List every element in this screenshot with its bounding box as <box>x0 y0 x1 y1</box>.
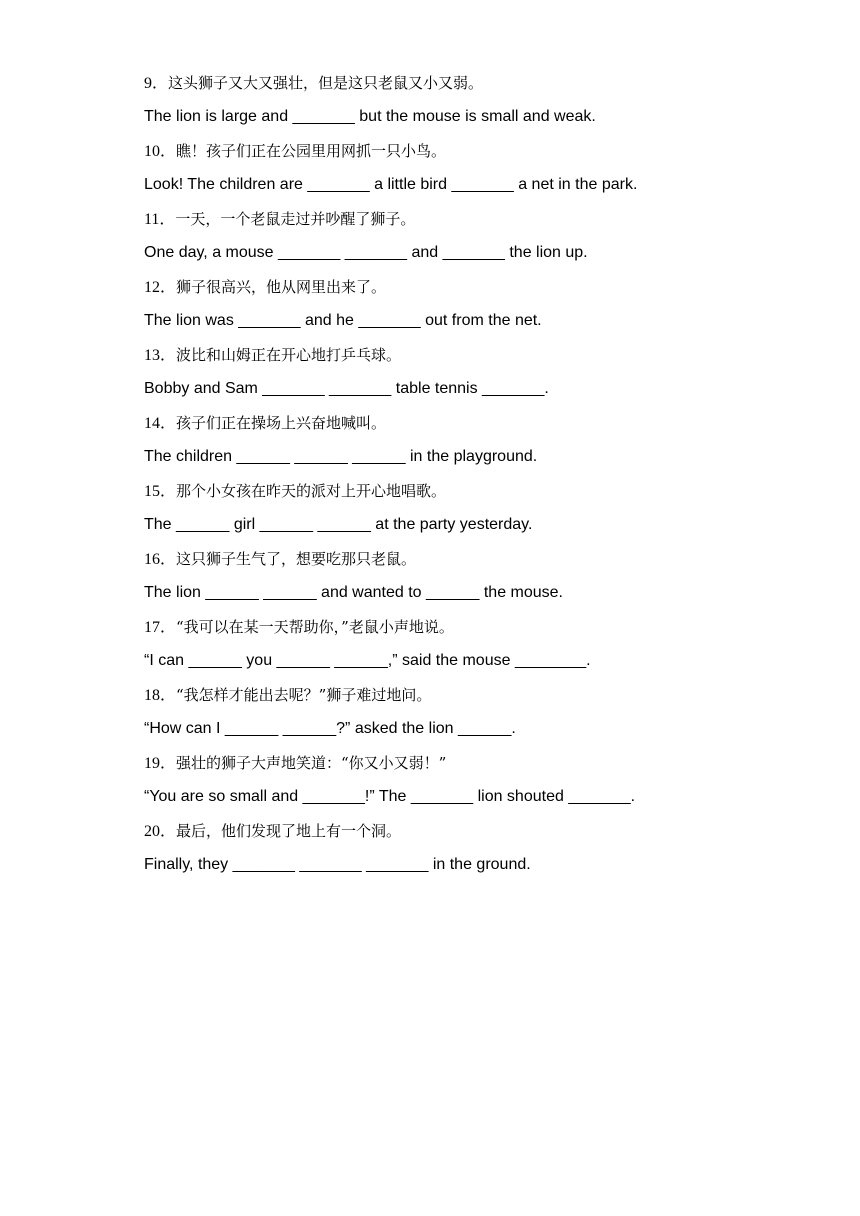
item-number: 14． <box>144 415 177 432</box>
chinese-prompt: 17．“我可以在某一天帮助你，”老鼠小声地说。 <box>144 618 454 636</box>
chinese-prompt: 20．最后，他们发现了地上有一个洞。 <box>144 822 402 840</box>
item-number: 9． <box>144 75 169 92</box>
exercise-item-16 <box>144 542 764 610</box>
english-sentence: The lion was _______ and he _______ out from the net. <box>144 312 542 329</box>
item-number: 18． <box>144 687 177 704</box>
english-sentence: Bobby and Sam _______ _______ table tennis _______. <box>144 380 549 397</box>
chinese-prompt: 15．那个小女孩在昨天的派对上开心地唱歌。 <box>144 482 447 500</box>
exercise-item-20 <box>144 814 764 882</box>
chinese-prompt: 11．一天，一个老鼠走过并吵醒了狮子。 <box>144 210 416 228</box>
english-sentence: The children ______ ______ ______ in the playground. <box>144 448 538 465</box>
exercise-item-11 <box>144 202 764 270</box>
exercise-item-18 <box>144 678 764 746</box>
item-number: 17． <box>144 619 177 636</box>
item-number: 16． <box>144 551 177 568</box>
exercise-item-9 <box>144 66 764 134</box>
exercise-item-10 <box>144 134 764 202</box>
item-number: 11． <box>144 211 176 228</box>
chinese-prompt: 18．“我怎样才能出去呢？”狮子难过地问。 <box>144 686 432 704</box>
item-number: 12． <box>144 279 177 296</box>
item-number: 20． <box>144 823 177 840</box>
exercise-item-12 <box>144 270 764 338</box>
english-sentence: “I can ______ you ______ ______,” said the mouse ________. <box>144 652 591 669</box>
english-sentence: “You are so small and _______!” The _______ lion shouted _______. <box>144 788 636 805</box>
english-sentence: One day, a mouse _______ _______ and _______ the lion up. <box>144 244 588 261</box>
exercise-item-17 <box>144 610 764 678</box>
exercise-page <box>144 66 764 882</box>
english-sentence: Finally, they _______ _______ _______ in the ground. <box>144 856 531 873</box>
chinese-prompt: 13．波比和山姆正在开心地打乒乓球。 <box>144 346 402 364</box>
item-number: 10． <box>144 143 177 160</box>
english-sentence: Look! The children are _______ a little bird _______ a net in the park. <box>144 176 638 193</box>
chinese-prompt: 9．这头狮子又大又强壮，但是这只老鼠又小又弱。 <box>144 74 484 92</box>
exercise-item-13 <box>144 338 764 406</box>
item-number: 19． <box>144 755 177 772</box>
exercise-item-14 <box>144 406 764 474</box>
chinese-prompt: 14．孩子们正在操场上兴奋地喊叫。 <box>144 414 387 432</box>
item-number: 15． <box>144 483 177 500</box>
english-sentence: “How can I ______ ______?” asked the lion ______. <box>144 720 516 737</box>
english-sentence: The lion ______ ______ and wanted to ______ the mouse. <box>144 584 563 601</box>
chinese-prompt: 16．这只狮子生气了，想要吃那只老鼠。 <box>144 550 417 568</box>
exercise-item-15 <box>144 474 764 542</box>
item-number: 13． <box>144 347 177 364</box>
chinese-prompt: 12．狮子很高兴，他从网里出来了。 <box>144 278 387 296</box>
english-sentence: The lion is large and _______ but the mouse is small and weak. <box>144 108 596 125</box>
exercise-item-19 <box>144 746 764 814</box>
chinese-prompt: 19．强壮的狮子大声地笑道：“你又小又弱！” <box>144 754 447 772</box>
chinese-prompt: 10．瞧！孩子们正在公园里用网抓一只小鸟。 <box>144 142 447 160</box>
english-sentence: The ______ girl ______ ______ at the party yesterday. <box>144 516 533 533</box>
